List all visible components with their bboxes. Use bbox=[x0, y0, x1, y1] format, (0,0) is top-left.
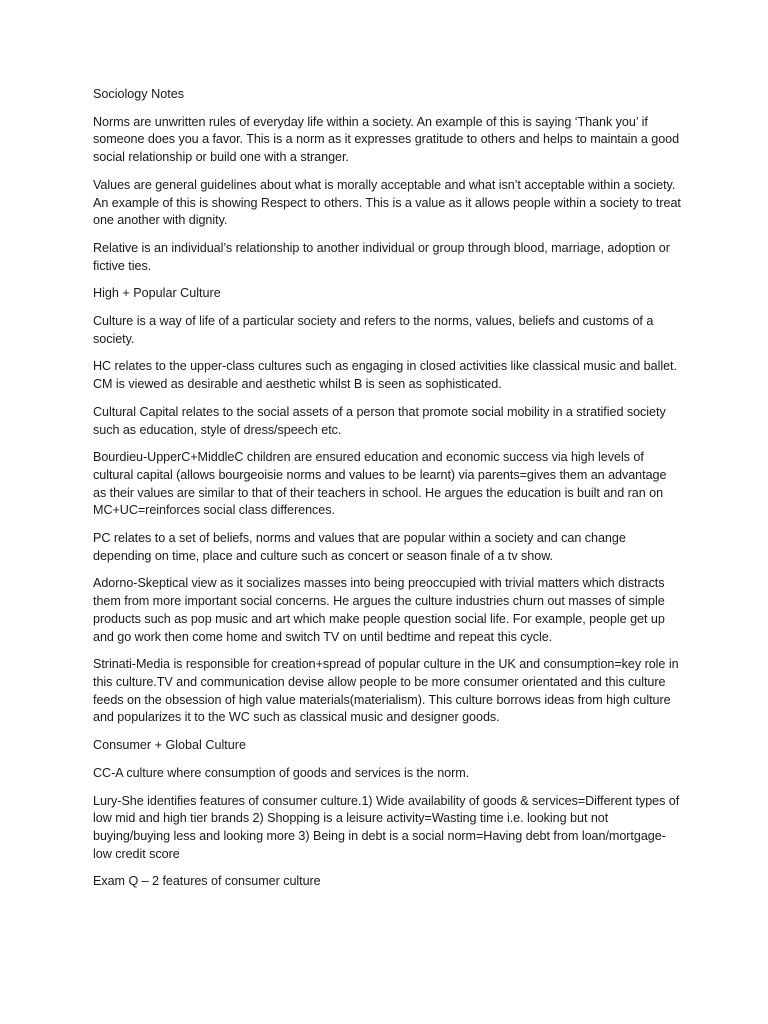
paragraph-adorno: Adorno-Skeptical view as it socializes masses into being preoccupied with trivial matters which distracts them from more important social concerns. He argues the culture industries churn out masses of simple products such as pop music and art which make people question social life. For example, people get up and go work then come home and switch TV on until bedtime and repeat this cycle. bbox=[93, 576, 665, 644]
paragraph-culture: Culture is a way of life of a particular society and refers to the norms, values, beliefs and customs of a society. bbox=[93, 314, 654, 346]
paragraph-high-culture: HC relates to the upper-class cultures such as engaging in closed activities like classical music and ballet. CM is viewed as desirable and aesthetic whilst B is seen as sophisticated. bbox=[93, 359, 677, 392]
paragraph-bourdieu: Bourdieu-UpperC+MiddleC children are ensured education and economic success via high levels of cultural capital (allows bourgeoisie norms and values to be learnt) via parents=gives them an advantage as their values are similar to that of their teachers in school. He argues the education is built and ran on MC+UC=reinforces social class differences. bbox=[93, 450, 667, 518]
section-heading-consumer-global-culture: Consumer + Global Culture bbox=[93, 738, 246, 753]
paragraph-consumer-culture: CC-A culture where consumption of goods and services is the norm. bbox=[93, 765, 470, 780]
paragraph-cultural-capital: Cultural Capital relates to the social assets of a person that promote social mobility in a stratified society such as education, style of dress/speech etc. bbox=[93, 404, 666, 437]
paragraph-popular-culture: PC relates to a set of beliefs, norms and values that are popular within a society and can change depending on time, place and culture such as concert or season finale of a tv show. bbox=[93, 531, 626, 563]
document-page bbox=[93, 86, 683, 901]
section-heading-high-popular-culture: High + Popular Culture bbox=[93, 286, 221, 301]
paragraph-lury: Lury-She identifies features of consumer culture.1) Wide availability of goods & services=Different types of low mid and high tier brands 2) Shopping is a leisure activity=Wasting time i.e. looking but not buying/buying less and looking more 3) Being in debt is a social norm=Having debt from loan/mortgage-low credit score bbox=[93, 793, 680, 861]
paragraph-values: Values are general guidelines about what is morally acceptable and what isn’t acceptable within a society. An example of this is showing Respect to others. This is a value as it allows people within a society to treat one another with dignity. bbox=[93, 177, 681, 228]
paragraph-exam-question: Exam Q – 2 features of consumer culture bbox=[93, 874, 321, 889]
paragraph-relative: Relative is an individual’s relationship to another individual or group through blood, marriage, adoption or fictive ties. bbox=[93, 240, 670, 273]
page-title: Sociology Notes bbox=[93, 87, 185, 101]
paragraph-strinati: Strinati-Media is responsible for creation+spread of popular culture in the UK and consumption=key role in this culture.TV and communication devise allow people to be more consumer orientated and this culture feeds on the obsession of high value materials(materialism). This culture borrows ideas from high culture and popularizes it to the WC such as classical music and designer goods. bbox=[93, 657, 679, 725]
paragraph-norms: Norms are unwritten rules of everyday life within a society. An example of this is saying ‘Thank you’ if someone does you a favor. This is a norm as it expresses gratitude to others and helps to maintain a good social relationship or build one with a stranger. bbox=[93, 114, 680, 165]
